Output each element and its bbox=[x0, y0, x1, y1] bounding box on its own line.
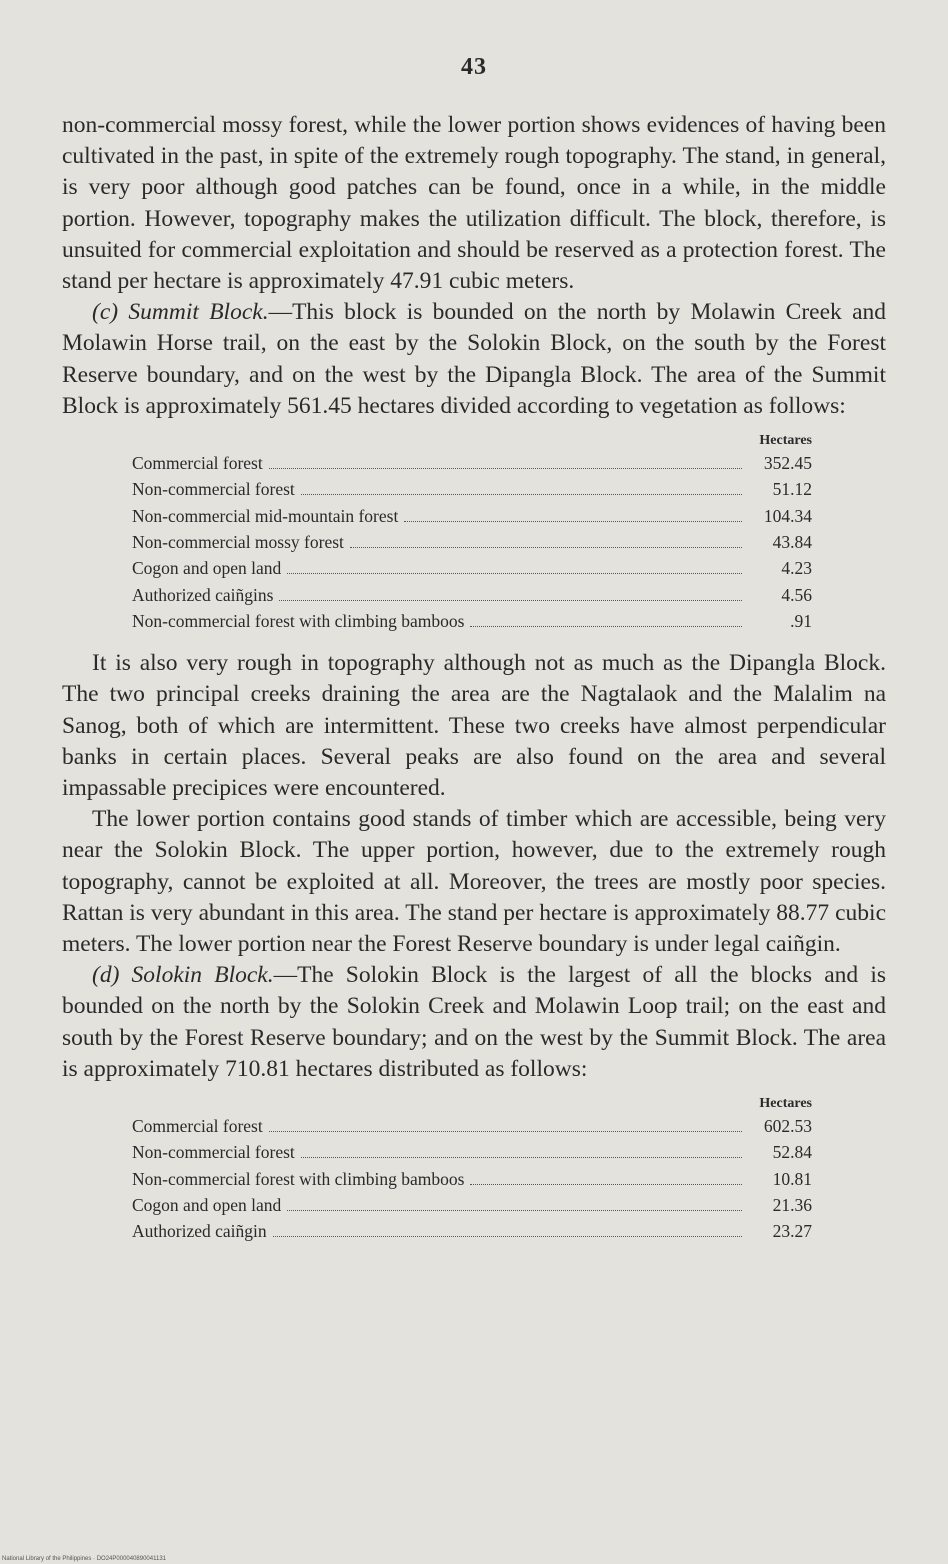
row-label: Authorized caiñgin bbox=[132, 1221, 267, 1242]
row-value: .91 bbox=[790, 610, 812, 631]
row-label: Authorized caiñgins bbox=[132, 584, 274, 605]
paragraph-topography bbox=[62, 648, 886, 804]
dot-leader bbox=[470, 1184, 742, 1185]
dot-leader bbox=[350, 547, 742, 548]
table-row bbox=[132, 476, 812, 502]
row-value: 352.45 bbox=[763, 453, 812, 474]
paragraph-solokin-block bbox=[62, 960, 886, 1085]
row-value: 602.53 bbox=[763, 1115, 812, 1136]
paragraph-summit-block bbox=[62, 297, 886, 422]
row-value: 52.84 bbox=[772, 1142, 812, 1163]
table-header: Hectares bbox=[759, 433, 812, 449]
paragraph-1: non-commercial mossy forest, while the lower portion shows evidences of having been cultivated in the past, in spite of the extremely rough topography. The stand, in general, is very poor although good patches can be found, once in a while, in the middle portion. However, topography makes the utilization difficult. The block, therefore, is unsuited for commercial exploitation and should be reserved as a protection forest. The stand per hectare is approximately 47.91 cubic meters. bbox=[62, 112, 886, 295]
row-label: Non-commercial forest with climbing bamboos bbox=[132, 610, 465, 631]
table-row bbox=[132, 1166, 812, 1192]
table-row bbox=[132, 529, 812, 555]
row-label: Commercial forest bbox=[132, 1115, 263, 1136]
table-row bbox=[132, 450, 812, 476]
dot-leader bbox=[273, 1236, 742, 1237]
paragraph-topography-text: It is also very rough in topography although not as much as the Dipangla Block. The two principal creeks draining the area are the Nagtalaok and the Malalim na Sanog, both of which are intermittent. These two creeks have almost perpendicular banks in certain places. Several peaks are also found on the area and several impassable precipices were encountered. bbox=[62, 650, 886, 801]
paragraph-lower-portion-text: The lower portion contains good stands of timber which are accessible, being very near the Solokin Block. The upper portion, however, due to the extremely rough topography, cannot be exploited at all. Moreover, the trees are mostly poor species. Rattan is very abundant in this area. The stand per hectare is approximately 88.77 cubic meters. The lower portion near the Forest Reserve boundary is under legal caiñgin. bbox=[62, 806, 886, 957]
row-label: Cogon and open land bbox=[132, 558, 282, 579]
table-row bbox=[132, 1139, 812, 1165]
section-label-solokin: (d) Solokin Block. bbox=[92, 962, 274, 989]
dot-leader bbox=[269, 1131, 742, 1132]
dot-leader bbox=[404, 521, 742, 522]
row-value: 4.23 bbox=[781, 558, 812, 579]
table-row bbox=[132, 1192, 812, 1218]
document-body bbox=[62, 110, 886, 1258]
row-value: 10.81 bbox=[772, 1168, 812, 1189]
table-header: Hectares bbox=[759, 1095, 812, 1111]
dot-leader bbox=[287, 573, 742, 574]
dot-leader bbox=[269, 468, 742, 469]
summit-vegetation-table bbox=[132, 432, 812, 634]
table-row bbox=[132, 503, 812, 529]
table-row bbox=[132, 608, 812, 634]
dot-leader bbox=[287, 1210, 742, 1211]
row-label: Non-commercial forest bbox=[132, 479, 295, 500]
dot-leader bbox=[470, 626, 742, 627]
table-row bbox=[132, 582, 812, 608]
solokin-vegetation-table bbox=[132, 1095, 812, 1244]
paragraph-solokin-text: —The Solokin Block is the largest of all the blocks and is bounded on the north by the Solokin Creek and Molawin Loop trail; on the east and south by the Forest Reserve boundary; and on the west by the Summit Block. The area is approximately 710.81 hectares distributed as follows: bbox=[62, 962, 886, 1082]
table-row bbox=[132, 555, 812, 581]
row-label: Non-commercial mid-mountain forest bbox=[132, 505, 399, 526]
row-label: Non-commercial forest with climbing bamboos bbox=[132, 1168, 465, 1189]
dot-leader bbox=[279, 600, 742, 601]
row-value: 51.12 bbox=[772, 479, 812, 500]
paragraph-lower-portion bbox=[62, 804, 886, 960]
table-row bbox=[132, 1113, 812, 1139]
row-value: 21.36 bbox=[772, 1194, 812, 1215]
row-value: 23.27 bbox=[772, 1221, 812, 1242]
row-label: Cogon and open land bbox=[132, 1194, 282, 1215]
row-label: Non-commercial forest bbox=[132, 1142, 295, 1163]
dot-leader bbox=[301, 494, 742, 495]
scan-footer: National Library of the Philippines · DO24P000040890041131 bbox=[2, 1556, 167, 1562]
paragraph-summit-text: —This block is bounded on the north by Molawin Creek and Molawin Horse trail, on the east by the Solokin Block, on the south by the Forest Reserve boundary, and on the west by the Dipangla Block. The area of the Summit Block is approximately 561.45 hectares divided according to vegetation as follows: bbox=[62, 299, 886, 419]
row-label: Commercial forest bbox=[132, 453, 263, 474]
row-value: 104.34 bbox=[763, 505, 812, 526]
dot-leader bbox=[301, 1157, 742, 1158]
row-value: 4.56 bbox=[781, 584, 812, 605]
section-label-summit: (c) Summit Block. bbox=[92, 299, 269, 326]
table-row bbox=[132, 1218, 812, 1244]
page-number: 43 bbox=[461, 54, 487, 80]
row-label: Non-commercial mossy forest bbox=[132, 531, 344, 552]
row-value: 43.84 bbox=[772, 531, 812, 552]
